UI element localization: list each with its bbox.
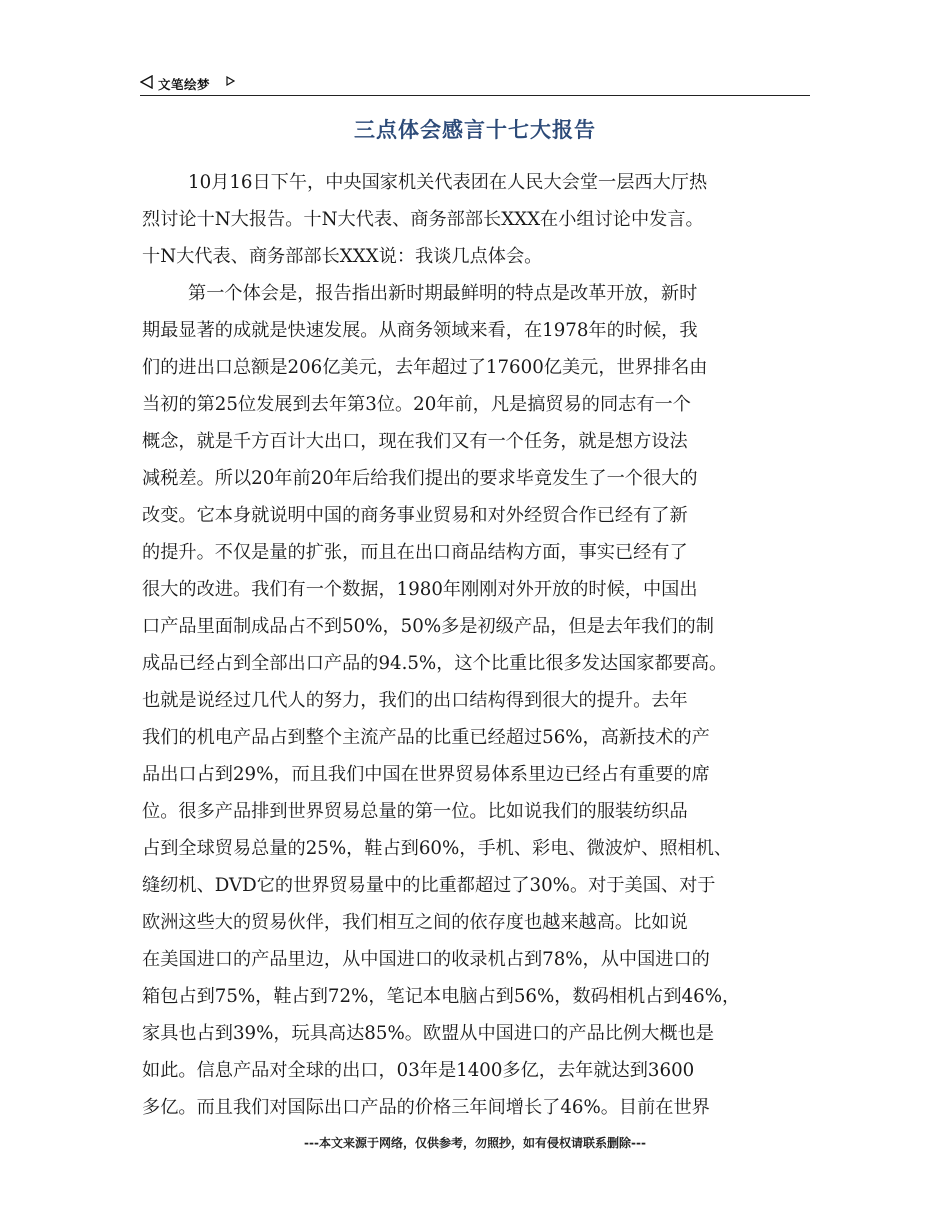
left-triangle-icon [140, 75, 153, 89]
page-header [140, 72, 810, 94]
body-line: 品出口占到29%，而且我们中国在世界贸易体系里边已经占有重要的席 [142, 764, 710, 785]
page-footer-disclaimer: ---本文来源于网络，仅供参考，勿照抄，如有侵权请联系删除--- [304, 1136, 646, 1150]
body-line: 位。很多产品排到世界贸易总量的第一位。比如说我们的服装纺织品 [142, 801, 688, 822]
body-line: 缝纫机、DVD它的世界贸易量中的比重都超过了30%。对于美国、对于 [142, 875, 716, 896]
body-line: 十N大代表、商务部部长XXX说：我谈几点体会。 [142, 246, 543, 267]
right-triangle-icon [226, 76, 235, 86]
body-line: 我们的机电产品占到整个主流产品的比重已经超过56%，高新技术的产 [142, 727, 710, 748]
body-line: 概念，就是千方百计大出口，现在我们又有一个任务，就是想方设法 [142, 431, 688, 452]
body-line: 多亿。而且我们对国际出口产品的价格三年间增长了46%。目前在世界 [142, 1097, 710, 1118]
body-line: 占到全球贸易总量的25%，鞋占到60%，手机、彩电、微波炉、照相机、 [142, 838, 733, 859]
body-line: 如此。信息产品对全球的出口，03年是1400多亿，去年就达到3600 [142, 1060, 695, 1081]
body-line: 改变。它本身就说明中国的商务事业贸易和对外经贸合作已经有了新 [142, 505, 688, 526]
header-brand: 文笔绘梦 [158, 77, 211, 92]
body-line: 当初的第25位发展到去年第3位。20年前，凡是搞贸易的同志有一个 [142, 394, 691, 415]
body-line: 口产品里面制成品占不到50%，50%多是初级产品，但是去年我们的制 [142, 616, 714, 637]
body-line: 也就是说经过几代人的努力，我们的出口结构得到很大的提升。去年 [142, 690, 688, 711]
document-body [142, 164, 818, 1126]
body-line: 成品已经占到全部出口产品的94.5%，这个比重比很多发达国家都要高。 [142, 653, 728, 674]
body-line: 欧洲这些大的贸易伙伴，我们相互之间的依存度也越来越高。比如说 [142, 912, 688, 933]
header-divider [140, 95, 810, 96]
document-title: 三点体会感言十七大报告 [354, 117, 596, 142]
body-line: 10月16日下午，中央国家机关代表团在人民大会堂一层西大厅热 [188, 172, 708, 193]
body-line: 们的进出口总额是206亿美元，去年超过了17600亿美元，世界排名由 [142, 357, 708, 378]
body-line: 箱包占到75%，鞋占到72%，笔记本电脑占到56%，数码相机占到46%， [142, 986, 741, 1007]
body-line: 减税差。所以20年前20年后给我们提出的要求毕竟发生了一个很大的 [142, 468, 698, 489]
body-line: 在美国进口的产品里边，从中国进口的收录机占到78%，从中国进口的 [142, 949, 710, 970]
body-line: 第一个体会是，报告指出新时期最鲜明的特点是改革开放，新时 [188, 283, 698, 304]
body-line: 很大的改进。我们有一个数据，1980年刚刚对外开放的时候，中国出 [142, 579, 698, 600]
body-line: 期最显著的成就是快速发展。从商务领域来看，在1978年的时候，我 [142, 320, 698, 341]
body-line: 家具也占到39%，玩具高达85%。欧盟从中国进口的产品比例大概也是 [142, 1023, 714, 1044]
body-line: 的提升。不仅是量的扩张，而且在出口商品结构方面，事实已经有了 [142, 542, 688, 563]
body-line: 烈讨论十N大报告。十N大代表、商务部部长XXX在小组讨论中发言。 [142, 209, 704, 230]
